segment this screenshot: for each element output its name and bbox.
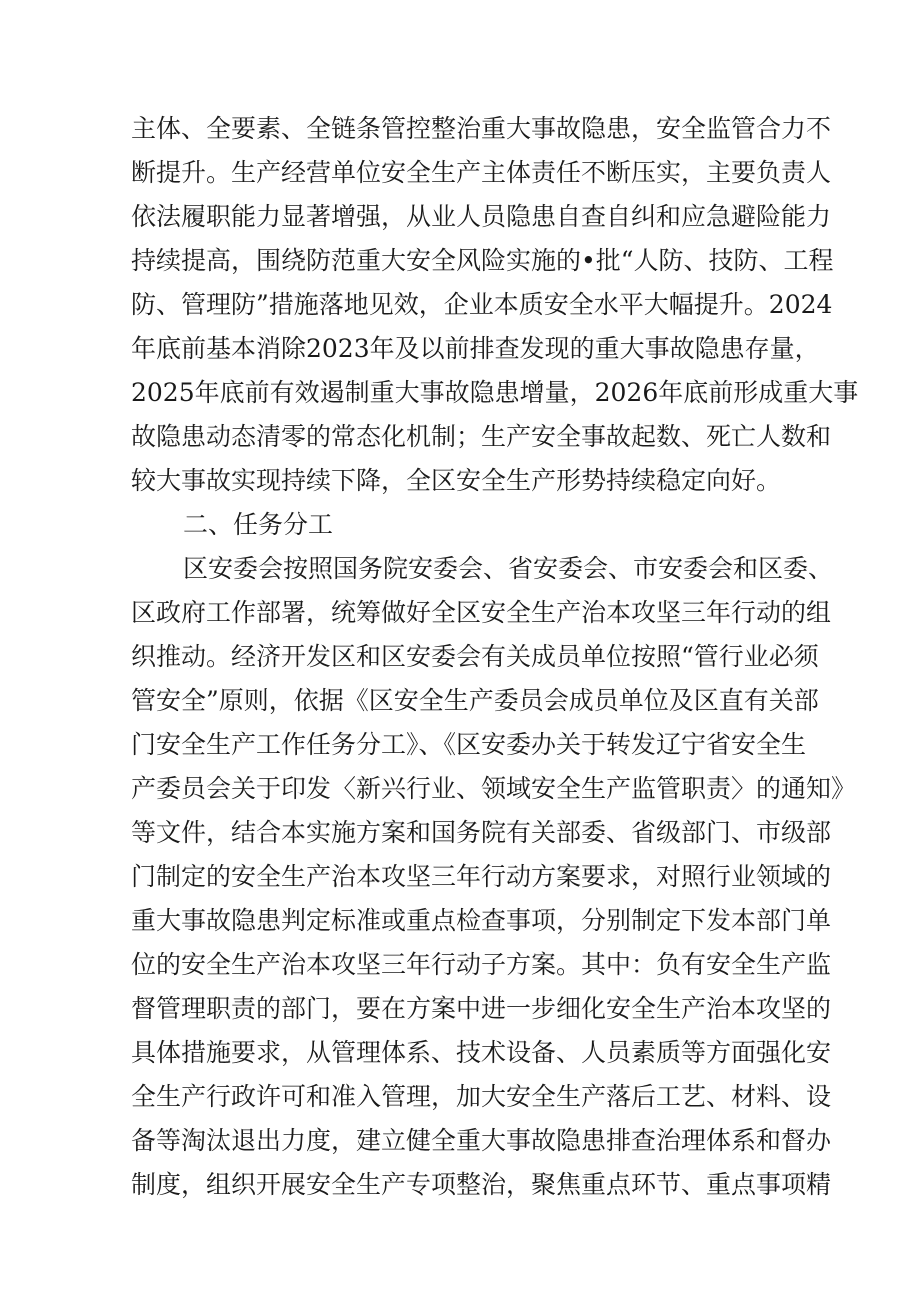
body-text-line: 断提升。生产经营单位安全生产主体责任不断压实，主要负责人 [131, 158, 832, 187]
body-text-line: 较大事故实现持续下降，全区安全生产形势持续稳定向好。 [131, 466, 782, 495]
body-text-line: 织推动。经济开发区和区安委会有关成员单位按照“管行业必须 [131, 642, 819, 671]
body-text-line: 位的安全生产治本攻坚三年行动子方案。其中：负有安全生产监 [131, 950, 832, 979]
section-heading: 二、任务分工 [183, 510, 334, 539]
body-text-line: 区政府工作部署，统筹做好全区安全生产治本攻坚三年行动的组 [131, 598, 832, 627]
body-text-line: 年底前基本消除2023年及以前排查发现的重大事故隐患存量， [131, 334, 820, 363]
body-text-line: 产委员会关于印发〈新兴行业、领域安全生产监管职责〉的通知》 [131, 774, 857, 803]
body-text-line: 依法履职能力显著增强，从业人员隐患自查自纠和应急避险能力 [131, 202, 832, 231]
body-text-line: 2025年底前有效遏制重大事故隐患增量，2026年底前形成重大事 [131, 378, 859, 407]
body-text-line: 管安全”原则，依据《区安全生产委员会成员单位及区直有关部 [131, 686, 819, 715]
body-text-line: 故隐患动态清零的常态化机制；生产安全事故起数、死亡人数和 [131, 422, 832, 451]
body-text-line: 备等淘汰退出力度，建立健全重大事故隐患排查治理体系和督办 [131, 1126, 832, 1155]
body-text-line: 主体、全要素、全链条管控整治重大事故隐患，安全监管合力不 [131, 114, 832, 143]
body-text-line: 重大事故隐患判定标准或重点检查事项，分别制定下发本部门单 [131, 906, 832, 935]
body-text-line: 全生产行政许可和准入管理，加大安全生产落后工艺、材料、设 [131, 1082, 832, 1111]
body-text-line: 门制定的安全生产治本攻坚三年行动方案要求，对照行业领域的 [131, 862, 832, 891]
body-text-line: 制度，组织开展安全生产专项整治，聚焦重点环节、重点事项精 [131, 1170, 832, 1199]
body-text-line: 区安委会按照国务院安委会、省安委会、市安委会和区委、 [183, 554, 834, 583]
body-text-line: 具体措施要求，从管理体系、技术设备、人员素质等方面强化安 [131, 1038, 832, 1067]
body-text-line: 督管理职责的部门，要在方案中进一步细化安全生产治本攻坚的 [131, 994, 832, 1023]
body-text-line: 持续提高，围绕防范重大安全风险实施的•批“人防、技防、工程 [131, 246, 834, 275]
body-text-line: 等文件，结合本实施方案和国务院有关部委、省级部门、市级部 [131, 818, 832, 847]
body-text-line: 门安全生产工作任务分工》、《区安委办关于转发辽宁省安全生 [131, 730, 807, 759]
body-text-line: 防、管理防”措施落地见效，企业本质安全水平大幅提升。2024 [131, 290, 833, 319]
